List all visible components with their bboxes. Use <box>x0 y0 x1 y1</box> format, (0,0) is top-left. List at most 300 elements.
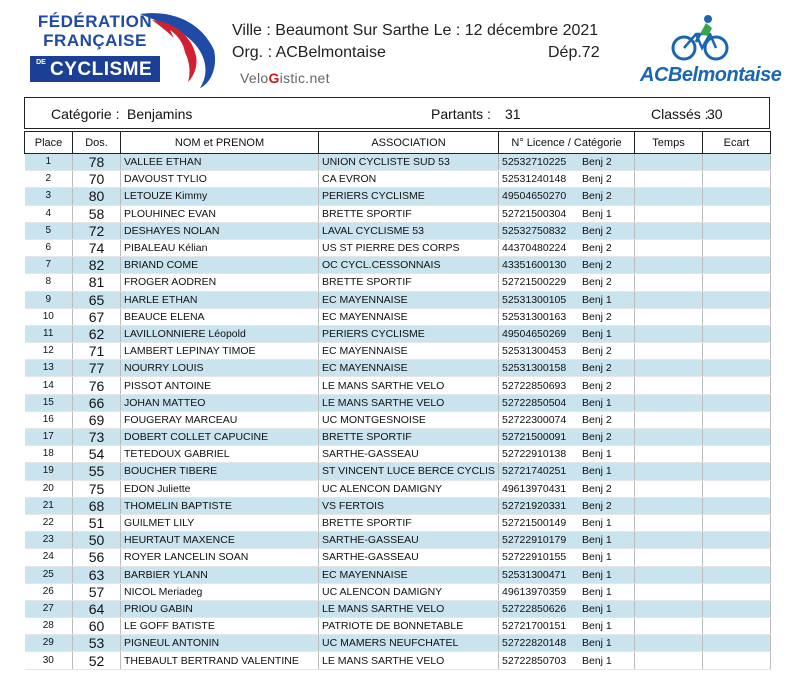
ville-label: Ville : <box>232 22 271 39</box>
cell-name: VALLEE ETHAN <box>121 154 319 171</box>
cell-ecart <box>703 154 771 171</box>
licence-number: 43351600130 <box>502 259 567 272</box>
cell-temps <box>635 480 703 497</box>
cell-name: THEBAULT BERTRAND VALENTINE <box>121 652 319 669</box>
cell-licence-category <box>499 514 635 531</box>
table-row <box>25 154 771 171</box>
rider-category: Benj 1 <box>582 207 612 220</box>
cell-ecart <box>703 325 771 342</box>
cell-place: 25 <box>25 566 73 583</box>
col-dossard: Dos. <box>73 132 121 154</box>
cell-temps <box>635 188 703 205</box>
cell-place: 23 <box>25 532 73 549</box>
rider-category: Benj 2 <box>582 482 612 495</box>
cell-licence-category <box>499 463 635 480</box>
cell-temps <box>635 652 703 669</box>
cell-name: PIBALEAU Kélian <box>121 239 319 256</box>
cell-temps <box>635 497 703 514</box>
licence-number: 52721920331 <box>502 499 567 512</box>
cell-dossard: 73 <box>73 429 121 446</box>
rider-category: Benj 2 <box>582 379 612 392</box>
cell-ecart <box>703 171 771 188</box>
cell-dossard: 52 <box>73 652 121 669</box>
cell-name: LETOUZE Kimmy <box>121 188 319 205</box>
ffc-cyclisme: CYCLISME <box>50 59 153 80</box>
rider-category: Benj 1 <box>582 534 612 547</box>
cell-licence-category <box>499 360 635 377</box>
cell-place: 10 <box>25 308 73 325</box>
cell-association: CA EVRON <box>319 171 499 188</box>
cell-name: LAMBERT LEPINAY TIMOE <box>121 343 319 360</box>
cell-ecart <box>703 480 771 497</box>
cell-name: ROYER LANCELIN SOAN <box>121 549 319 566</box>
cell-association: LE MANS SARTHE VELO <box>319 394 499 411</box>
cell-place: 20 <box>25 480 73 497</box>
cell-name: HEURTAUT MAXENCE <box>121 532 319 549</box>
licence-number: 52531300105 <box>502 293 567 306</box>
cell-licence-category <box>499 411 635 428</box>
cell-place: 14 <box>25 377 73 394</box>
cell-temps <box>635 154 703 171</box>
rider-category: Benj 1 <box>582 396 612 409</box>
cell-dossard: 63 <box>73 566 121 583</box>
cell-temps <box>635 360 703 377</box>
cell-dossard: 67 <box>73 308 121 325</box>
velogistic-part2: istic.net <box>279 70 330 86</box>
cell-association: SARTHE-GASSEAU <box>319 446 499 463</box>
col-place: Place <box>25 132 73 154</box>
cell-ecart <box>703 514 771 531</box>
cell-name: LE GOFF BATISTE <box>121 618 319 635</box>
cell-temps <box>635 222 703 239</box>
acb-wordmark: ACBelmontaise <box>640 64 782 86</box>
table-row <box>25 171 771 188</box>
cell-name: DAVOUST TYLIO <box>121 171 319 188</box>
rider-category: Benj 1 <box>582 602 612 615</box>
org-label: Org. : <box>232 44 273 61</box>
cell-dossard: 50 <box>73 532 121 549</box>
cell-place: 7 <box>25 257 73 274</box>
cell-place: 8 <box>25 274 73 291</box>
cell-association: BRETTE SPORTIF <box>319 205 499 222</box>
cell-place: 28 <box>25 618 73 635</box>
rider-category: Benj 2 <box>582 362 612 375</box>
cell-temps <box>635 239 703 256</box>
table-row <box>25 325 771 342</box>
cell-licence-category <box>499 377 635 394</box>
rider-category: Benj 2 <box>582 431 612 444</box>
table-row <box>25 360 771 377</box>
cell-temps <box>635 429 703 446</box>
cell-temps <box>635 532 703 549</box>
cell-place: 12 <box>25 343 73 360</box>
table-row <box>25 463 771 480</box>
table-row <box>25 188 771 205</box>
table-row <box>25 274 771 291</box>
cell-temps <box>635 308 703 325</box>
cell-association: PATRIOTE DE BONNETABLE <box>319 618 499 635</box>
cell-licence-category <box>499 583 635 600</box>
cell-association: BRETTE SPORTIF <box>319 274 499 291</box>
rider-category: Benj 2 <box>582 259 612 272</box>
cell-ecart <box>703 635 771 652</box>
cell-place: 21 <box>25 497 73 514</box>
acb-logo <box>640 14 782 90</box>
licence-number: 44370480224 <box>502 242 567 255</box>
cell-place: 19 <box>25 463 73 480</box>
cell-association: BRETTE SPORTIF <box>319 429 499 446</box>
cell-dossard: 58 <box>73 205 121 222</box>
cell-dossard: 71 <box>73 343 121 360</box>
cell-ecart <box>703 188 771 205</box>
cell-name: FOUGERAY MARCEAU <box>121 411 319 428</box>
rider-category: Benj 1 <box>582 517 612 530</box>
cell-licence-category <box>499 394 635 411</box>
table-row <box>25 222 771 239</box>
cell-temps <box>635 514 703 531</box>
cell-temps <box>635 291 703 308</box>
cell-temps <box>635 274 703 291</box>
ffc-line-francaise: FRANÇAISE <box>43 31 147 50</box>
cell-dossard: 62 <box>73 325 121 342</box>
licence-number: 52722910155 <box>502 551 567 564</box>
cell-name: PIGNEUL ANTONIN <box>121 635 319 652</box>
col-association: ASSOCIATION <box>319 132 499 154</box>
cell-association: EC MAYENNAISE <box>319 343 499 360</box>
rider-category: Benj 1 <box>582 293 612 306</box>
table-row <box>25 497 771 514</box>
rider-category: Benj 1 <box>582 585 612 598</box>
cell-ecart <box>703 257 771 274</box>
cell-association: BRETTE SPORTIF <box>319 514 499 531</box>
cell-dossard: 56 <box>73 549 121 566</box>
cell-licence-category <box>499 308 635 325</box>
cell-association: US ST PIERRE DES CORPS <box>319 239 499 256</box>
licence-number: 52722850504 <box>502 396 567 409</box>
table-row <box>25 257 771 274</box>
licence-number: 52531300471 <box>502 568 567 581</box>
classes-value: 30 <box>707 106 723 122</box>
cell-licence-category <box>499 618 635 635</box>
cell-association: VS FERTOIS <box>319 497 499 514</box>
cell-ecart <box>703 377 771 394</box>
cell-name: NOURRY LOUIS <box>121 360 319 377</box>
cell-association: SARTHE-GASSEAU <box>319 532 499 549</box>
rider-category: Benj 1 <box>582 448 612 461</box>
cell-temps <box>635 635 703 652</box>
cell-temps <box>635 566 703 583</box>
velogistic-part1: Velo <box>240 70 269 86</box>
departement: Dép.72 <box>548 44 600 61</box>
cell-licence-category <box>499 274 635 291</box>
table-row <box>25 566 771 583</box>
cell-dossard: 70 <box>73 171 121 188</box>
table-row <box>25 532 771 549</box>
cell-ecart <box>703 291 771 308</box>
cell-dossard: 66 <box>73 394 121 411</box>
cell-association: PERIERS CYCLISME <box>319 188 499 205</box>
cell-ecart <box>703 600 771 617</box>
rider-category: Benj 2 <box>582 173 612 186</box>
cell-association: PERIERS CYCLISME <box>319 325 499 342</box>
cell-name: FROGER AODREN <box>121 274 319 291</box>
cell-association: OC CYCL.CESSONNAIS <box>319 257 499 274</box>
cell-association: UNION CYCLISTE SUD 53 <box>319 154 499 171</box>
rider-category: Benj 1 <box>582 551 612 564</box>
cell-dossard: 55 <box>73 463 121 480</box>
rider-category: Benj 2 <box>582 190 612 203</box>
cell-dossard: 57 <box>73 583 121 600</box>
licence-number: 52721500091 <box>502 431 567 444</box>
rider-category: Benj 2 <box>582 499 612 512</box>
table-row <box>25 291 771 308</box>
cell-licence-category <box>499 652 635 669</box>
cell-licence-category <box>499 188 635 205</box>
rider-category: Benj 1 <box>582 327 612 340</box>
cell-temps <box>635 257 703 274</box>
table-row <box>25 480 771 497</box>
cell-name: DOBERT COLLET CAPUCINE <box>121 429 319 446</box>
cell-dossard: 78 <box>73 154 121 171</box>
licence-number: 52721700151 <box>502 620 567 633</box>
licence-number: 52722850626 <box>502 602 567 615</box>
cell-temps <box>635 600 703 617</box>
org-value: ACBelmontaise <box>275 44 386 61</box>
licence-number: 49613970431 <box>502 482 567 495</box>
cell-dossard: 65 <box>73 291 121 308</box>
cell-place: 3 <box>25 188 73 205</box>
rider-category: Benj 1 <box>582 620 612 633</box>
rider-category: Benj 2 <box>582 345 612 358</box>
cell-licence-category <box>499 325 635 342</box>
cell-licence-category <box>499 291 635 308</box>
cell-licence-category <box>499 429 635 446</box>
cell-temps <box>635 583 703 600</box>
cell-association: SARTHE-GASSEAU <box>319 549 499 566</box>
licence-number: 52722820148 <box>502 637 567 650</box>
cell-association: ST VINCENT LUCE BERCE CYCLIS <box>319 463 499 480</box>
cell-place: 18 <box>25 446 73 463</box>
velogistic-g: G <box>268 70 280 86</box>
cell-place: 9 <box>25 291 73 308</box>
licence-number: 52721500149 <box>502 517 567 530</box>
cell-name: PLOUHINEC EVAN <box>121 205 319 222</box>
licence-number: 49504650269 <box>502 327 567 340</box>
event-location-line <box>232 22 598 40</box>
cell-dossard: 77 <box>73 360 121 377</box>
rider-category: Benj 1 <box>582 568 612 581</box>
cell-licence-category <box>499 171 635 188</box>
cell-licence-category <box>499 239 635 256</box>
cell-place: 30 <box>25 652 73 669</box>
cell-name: DESHAYES NOLAN <box>121 222 319 239</box>
cell-place: 22 <box>25 514 73 531</box>
licence-number: 52721740251 <box>502 465 567 478</box>
cell-temps <box>635 394 703 411</box>
cell-name: GUILMET LILY <box>121 514 319 531</box>
partants-label: Partants : <box>431 106 491 122</box>
table-row <box>25 308 771 325</box>
cell-dossard: 72 <box>73 222 121 239</box>
col-name: NOM et PRENOM <box>121 132 319 154</box>
cell-ecart <box>703 343 771 360</box>
cell-ecart <box>703 463 771 480</box>
classes-label: Classés : <box>651 106 709 122</box>
cell-licence-category <box>499 480 635 497</box>
licence-number: 52531300158 <box>502 362 567 375</box>
cell-name: EDON Juliette <box>121 480 319 497</box>
licence-number: 52722300074 <box>502 413 567 426</box>
cell-ecart <box>703 532 771 549</box>
cell-ecart <box>703 274 771 291</box>
cell-name: BARBIER YLANN <box>121 566 319 583</box>
cell-temps <box>635 446 703 463</box>
cell-place: 5 <box>25 222 73 239</box>
cell-dossard: 82 <box>73 257 121 274</box>
cell-ecart <box>703 222 771 239</box>
cell-ecart <box>703 429 771 446</box>
rider-category: Benj 1 <box>582 465 612 478</box>
cell-association: LE MANS SARTHE VELO <box>319 377 499 394</box>
ffc-de: DE <box>36 59 46 66</box>
cell-ecart <box>703 583 771 600</box>
cell-name: THOMELIN BAPTISTE <box>121 497 319 514</box>
rider-category: Benj 1 <box>582 637 612 650</box>
cell-place: 17 <box>25 429 73 446</box>
cell-ecart <box>703 497 771 514</box>
partants-value: 31 <box>505 106 521 122</box>
cell-ecart <box>703 618 771 635</box>
cell-dossard: 80 <box>73 188 121 205</box>
rider-category: Benj 2 <box>582 242 612 255</box>
cell-place: 27 <box>25 600 73 617</box>
licence-number: 52721500304 <box>502 207 567 220</box>
results-body <box>25 154 771 670</box>
cell-name: NICOL Meriadeg <box>121 583 319 600</box>
cell-temps <box>635 377 703 394</box>
rider-category: Benj 1 <box>582 654 612 667</box>
cell-licence-category <box>499 566 635 583</box>
licence-number: 52722910138 <box>502 448 567 461</box>
col-ecart: Ecart <box>703 132 771 154</box>
cell-ecart <box>703 549 771 566</box>
cell-dossard: 64 <box>73 600 121 617</box>
rider-category: Benj 2 <box>582 310 612 323</box>
ffc-logo <box>30 10 220 90</box>
licence-number: 52531300453 <box>502 345 567 358</box>
cell-association: UC ALENCON DAMIGNY <box>319 583 499 600</box>
rider-category: Benj 2 <box>582 156 612 169</box>
licence-number: 52531300163 <box>502 310 567 323</box>
table-row <box>25 600 771 617</box>
cell-association: UC ALENCON DAMIGNY <box>319 480 499 497</box>
cell-dossard: 81 <box>73 274 121 291</box>
col-temps: Temps <box>635 132 703 154</box>
cell-licence-category <box>499 549 635 566</box>
cell-place: 24 <box>25 549 73 566</box>
cell-place: 11 <box>25 325 73 342</box>
cell-ecart <box>703 239 771 256</box>
table-row <box>25 429 771 446</box>
cell-ecart <box>703 205 771 222</box>
table-row <box>25 394 771 411</box>
cell-licence-category <box>499 222 635 239</box>
cell-name: JOHAN MATTEO <box>121 394 319 411</box>
cell-name: BRIAND COME <box>121 257 319 274</box>
cell-temps <box>635 343 703 360</box>
cell-temps <box>635 411 703 428</box>
cell-licence-category <box>499 635 635 652</box>
licence-number: 52722910179 <box>502 534 567 547</box>
ffc-swoosh-icon <box>130 10 220 90</box>
cell-association: EC MAYENNAISE <box>319 360 499 377</box>
licence-number: 52532710225 <box>502 156 567 169</box>
velogistic-link[interactable] <box>240 70 330 86</box>
cell-dossard: 60 <box>73 618 121 635</box>
category-value: Benjamins <box>127 106 193 122</box>
cell-name: BEAUCE ELENA <box>121 308 319 325</box>
cell-ecart <box>703 566 771 583</box>
category-label: Catégorie : <box>51 106 120 122</box>
date-label: Le : <box>433 22 461 39</box>
results-table <box>24 131 771 670</box>
table-row <box>25 411 771 428</box>
col-licence: N° Licence / Catégorie <box>499 132 635 154</box>
cell-dossard: 69 <box>73 411 121 428</box>
cell-dossard: 68 <box>73 497 121 514</box>
rider-category: Benj 2 <box>582 276 612 289</box>
cell-name: TETEDOUX GABRIEL <box>121 446 319 463</box>
table-row <box>25 377 771 394</box>
table-row <box>25 618 771 635</box>
licence-number: 52722850693 <box>502 379 567 392</box>
ffc-line-federation: FÉDÉRATION <box>37 12 153 31</box>
cell-place: 15 <box>25 394 73 411</box>
cell-name: HARLE ETHAN <box>121 291 319 308</box>
cell-licence-category <box>499 257 635 274</box>
cell-temps <box>635 463 703 480</box>
cell-dossard: 53 <box>73 635 121 652</box>
cell-ecart <box>703 360 771 377</box>
table-header-row <box>25 132 771 154</box>
licence-number: 52721500229 <box>502 276 567 289</box>
cell-place: 29 <box>25 635 73 652</box>
licence-number: 52532750832 <box>502 224 567 237</box>
licence-number: 52531240148 <box>502 173 567 186</box>
cell-name: PISSOT ANTOINE <box>121 377 319 394</box>
cell-place: 1 <box>25 154 73 171</box>
cell-ecart <box>703 411 771 428</box>
cell-association: LE MANS SARTHE VELO <box>319 600 499 617</box>
cell-place: 26 <box>25 583 73 600</box>
cell-name: BOUCHER TIBERE <box>121 463 319 480</box>
cell-dossard: 75 <box>73 480 121 497</box>
cell-place: 2 <box>25 171 73 188</box>
cell-temps <box>635 618 703 635</box>
cyclist-icon <box>670 14 730 62</box>
table-row <box>25 514 771 531</box>
cell-name: PRIOU GABIN <box>121 600 319 617</box>
cell-place: 6 <box>25 239 73 256</box>
cell-dossard: 51 <box>73 514 121 531</box>
cell-association: EC MAYENNAISE <box>319 308 499 325</box>
licence-number: 49613970359 <box>502 585 567 598</box>
cell-association: UC MONTGESNOISE <box>319 411 499 428</box>
rider-category: Benj 2 <box>582 224 612 237</box>
table-row <box>25 652 771 669</box>
licence-number: 52722850703 <box>502 654 567 667</box>
table-row <box>25 343 771 360</box>
